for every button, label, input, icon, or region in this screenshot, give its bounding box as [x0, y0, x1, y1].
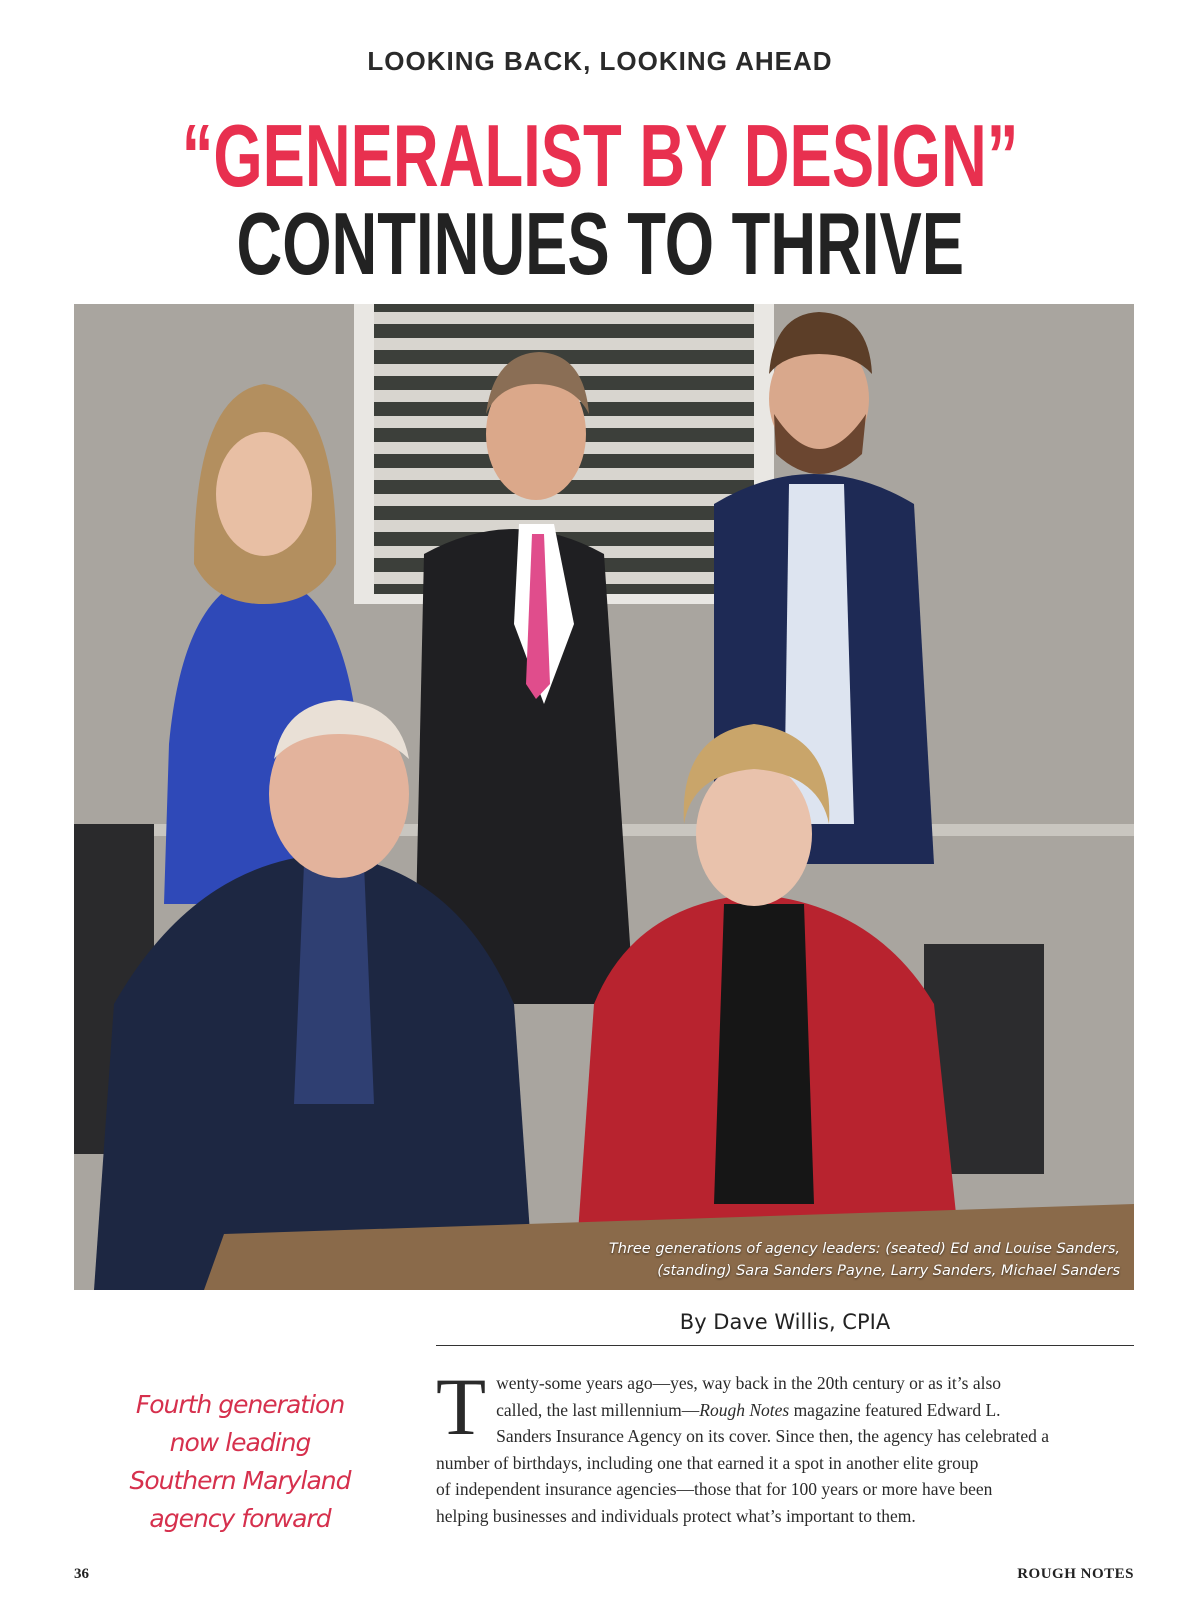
body-line: of independent insurance agencies—those that for 100 years or more have been — [436, 1479, 993, 1499]
pull-quote — [100, 1386, 380, 1538]
body-line: helping businesses and individuals protect what’s important to them. — [436, 1505, 916, 1526]
body-text-segment: called, the last millennium— — [496, 1399, 700, 1420]
byline: By Dave Willis, CPIA — [679, 1310, 891, 1334]
group-photo — [74, 304, 1134, 1290]
body-line: number of birthdays, including one that earned it a spot in another elite group — [436, 1452, 979, 1473]
page-number: 36 — [74, 1566, 89, 1582]
section-kicker: LOOKING BACK, LOOKING AHEAD — [367, 46, 833, 76]
pull-quote-line: Southern Maryland — [129, 1466, 351, 1495]
headline-line-2-text: CONTINUES TO THRIVE — [236, 194, 964, 293]
photo-caption-line-1: Three generations of agency leaders: (seated) Ed and Louise Sanders, — [608, 1241, 1120, 1257]
publication-name: ROUGH NOTES — [1017, 1566, 1134, 1582]
body-line-with-italic — [436, 1397, 1134, 1424]
publication-name-italic: Rough Notes — [699, 1399, 790, 1420]
photo-caption — [609, 1238, 1120, 1282]
body-line: Sanders Insurance Agency on its cover. Since then, the agency has celebrated a — [496, 1426, 1050, 1446]
photo-caption-line-2: (standing) Sara Sanders Payne, Larry Sanders, Michael Sanders — [657, 1263, 1120, 1279]
headline-line-1-text: “GENERALIST BY DESIGN” — [181, 106, 1019, 205]
pull-quote-line: agency forward — [149, 1504, 331, 1533]
pull-quote-line: now leading — [169, 1428, 311, 1457]
body-text-segment: magazine featured Edward L. — [789, 1399, 1001, 1420]
group-photo-illustration — [74, 304, 1134, 1290]
article-body — [436, 1361, 1134, 1529]
body-line: wenty-some years ago—yes, way back in the 20th century or as it’s also — [496, 1373, 1002, 1393]
headline-line-2 — [0, 194, 1200, 293]
drop-cap: T — [436, 1361, 487, 1452]
pull-quote-line: Fourth generation — [135, 1390, 345, 1419]
byline-divider — [436, 1345, 1134, 1346]
headline-line-1 — [0, 106, 1200, 205]
